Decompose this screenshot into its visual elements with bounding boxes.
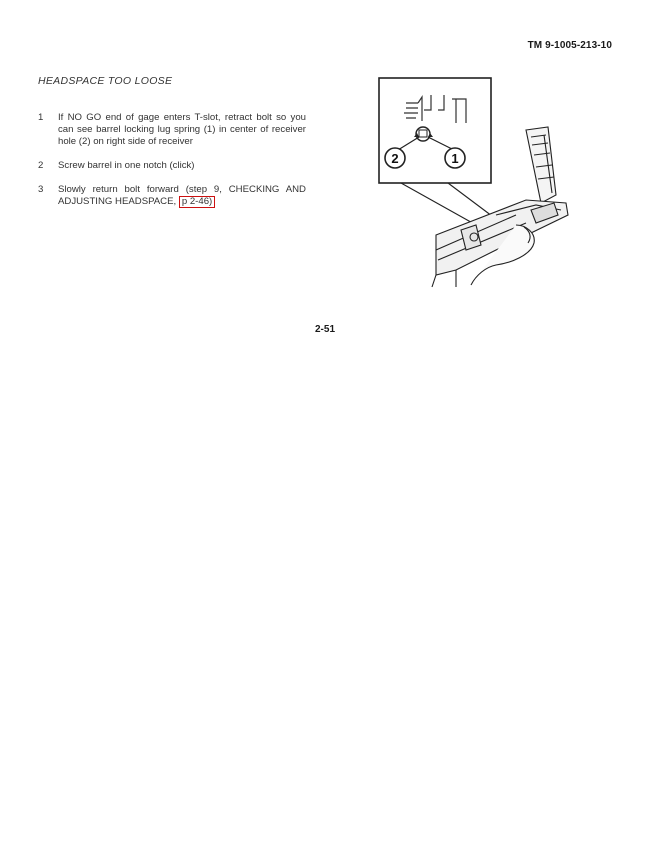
- lug-spring-hole: [416, 127, 430, 141]
- step-text: If NO GO end of gage enters T-slot, retract bolt so you can see barrel locking lug spring (1) in center of receiver hole (2) on right side of receiver: [58, 112, 306, 147]
- document-id: TM 9-1005-213-10: [527, 40, 612, 51]
- callout-2: [385, 148, 405, 168]
- step-text: Screw barrel in one notch (click): [58, 160, 195, 171]
- step-text: [58, 184, 306, 208]
- step-text-body: Slowly return bolt forward (step 9, CHECKING AND ADJUSTING HEADSPACE,: [58, 184, 306, 207]
- receiver-slot-detail: [404, 95, 466, 123]
- step-item: [38, 184, 306, 208]
- step-number: 3: [38, 184, 44, 195]
- page-reference-link[interactable]: p 2-46): [179, 196, 215, 208]
- receiver-illustration: [376, 75, 616, 290]
- callout-label: 2: [391, 151, 399, 166]
- callout-leader-2: [398, 137, 419, 150]
- page-number: 2-51: [314, 324, 335, 335]
- step-item: [38, 112, 306, 148]
- step-item: [38, 160, 306, 172]
- step-number: 2: [38, 160, 44, 171]
- callout-leader-1: [428, 137, 454, 150]
- callout-1: [445, 148, 465, 168]
- section-title: HEADSPACE TOO LOOSE: [38, 75, 173, 87]
- step-number: 1: [38, 112, 44, 123]
- steps-list: [38, 112, 306, 220]
- callout-label: 1: [451, 151, 459, 166]
